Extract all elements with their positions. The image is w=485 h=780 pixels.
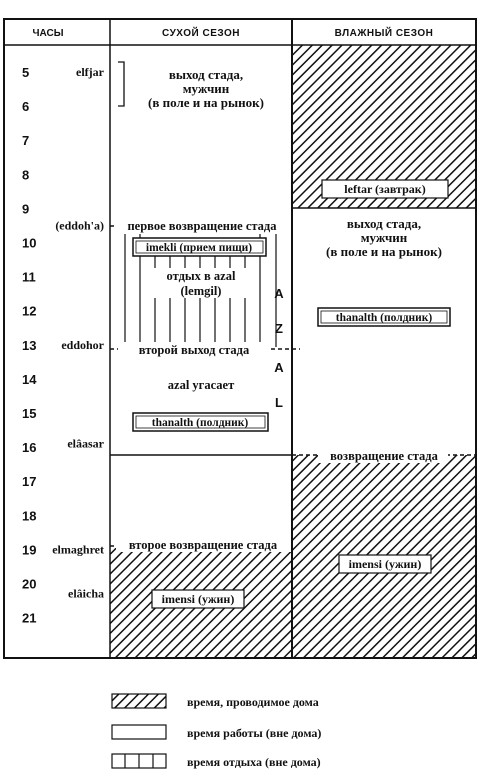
hour-label-7: 7 (22, 133, 30, 149)
hour-label-21: 21 (22, 610, 37, 626)
wet-thanalth-label: thanalth (полдник) (335, 312, 433, 324)
hour-label-15: 15 (22, 406, 37, 421)
header-hours: ЧАСЫ (32, 28, 64, 39)
hour-label-16: 16 (22, 440, 37, 456)
hour-label-8: 8 (22, 167, 30, 183)
hour-label-18: 18 (22, 508, 37, 524)
azal-letter-2: Z (275, 321, 283, 336)
hour-label-13: 13 (22, 337, 37, 353)
hour-label-20: 20 (22, 576, 37, 592)
header-wet-season: ВЛАЖНЫЙ СЕЗОН (334, 28, 434, 39)
prayer-label-4: elmaghret (52, 542, 104, 557)
prayer-label-3: elâasar (67, 436, 104, 451)
azal-fades-label: azal угасает (167, 378, 235, 392)
wet-departure-line1: выход стада, (346, 216, 422, 231)
legend (112, 694, 321, 769)
legend-work-swatch (112, 725, 166, 739)
legend-home-label: время, проводимое дома (187, 695, 319, 709)
dry-thanalth-label: thanalth (полдник) (151, 417, 249, 429)
azal-letter-4: L (275, 395, 283, 410)
legend-home-swatch (112, 694, 166, 708)
dry-second-departure-label: второй выход стада (138, 343, 250, 357)
legend-rest-label: время отдыха (вне дома) (187, 755, 321, 769)
rest-azal-line2: (lemgil) (180, 284, 222, 298)
hour-label-10: 10 (22, 235, 37, 251)
wet-imensi-label: imensi (ужин) (348, 557, 422, 571)
hour-label-9: 9 (22, 201, 30, 217)
wet-departure-line2: мужчин (360, 230, 408, 245)
dry-departure-line2: мужчин (182, 81, 230, 96)
azal-letter-1: A (274, 286, 284, 301)
dry-departure-line3: (в поле и на рынок) (148, 95, 264, 110)
hour-label-19: 19 (22, 542, 37, 558)
dry-imensi-label: imensi (ужин) (161, 592, 235, 606)
header-dry-season: СУХОЙ СЕЗОН (162, 28, 240, 39)
departure-bracket (118, 62, 124, 106)
prayer-time-labels (52, 65, 104, 601)
leftar-label: leftar (завтрак) (344, 182, 426, 196)
rest-azal-line1: отдых в azal (166, 269, 236, 283)
prayer-label-1: (eddoh'a) (55, 218, 104, 233)
dry-departure-line1: выход стада, (168, 67, 244, 82)
hour-labels (22, 65, 37, 626)
hour-label-6: 6 (22, 99, 30, 115)
hour-label-11: 11 (22, 269, 36, 285)
azal-letter-3: A (274, 360, 284, 375)
hour-label-5: 5 (22, 65, 30, 80)
wet-herd-return-label: возвращение стада (330, 449, 438, 463)
wet-departure-line3: (в поле и на рынок) (326, 244, 442, 259)
hour-label-14: 14 (22, 371, 37, 387)
prayer-label-5: elâicha (68, 586, 104, 601)
prayer-label-2: eddohor (61, 337, 104, 352)
prayer-label-0: elfjar (76, 65, 104, 79)
legend-work-label: время работы (вне дома) (187, 726, 322, 740)
dry-first-return-label: первое возвращение стада (127, 219, 277, 233)
hour-label-17: 17 (22, 474, 37, 490)
imekli-label: imekli (прием пищи) (145, 242, 253, 254)
hour-label-12: 12 (22, 303, 37, 319)
dry-second-return-label: второе возвращение стада (128, 538, 278, 552)
